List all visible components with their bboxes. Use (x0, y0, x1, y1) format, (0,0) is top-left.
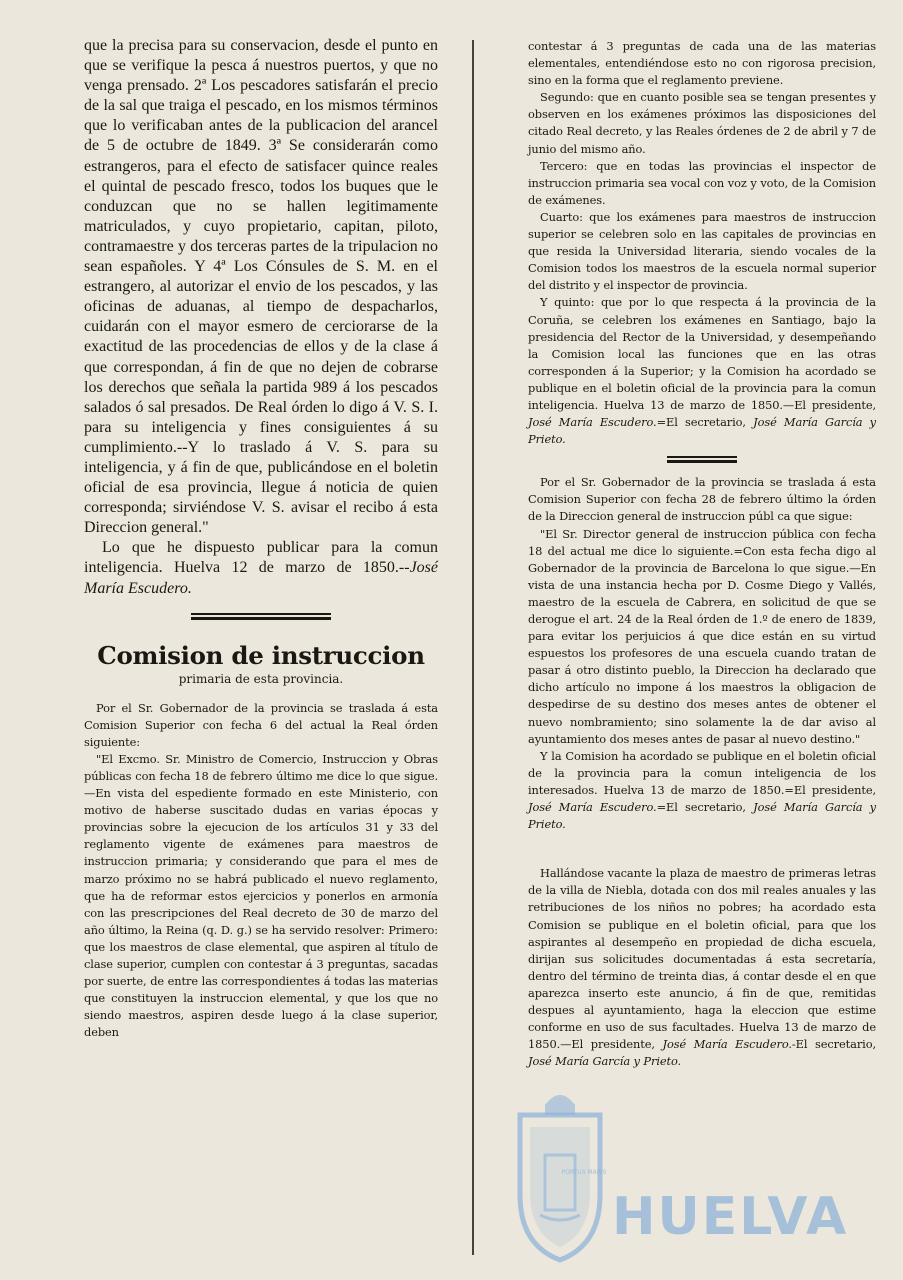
section-subtitle: primaria de esta provincia. (178, 671, 344, 686)
provision-cuarto: Cuarto: que los exámenes para maestros de instruccion superior se celebren solo en las capitales de provincias en que resida la Universidad literaria, siendo vocales de la Comision todos los maestros de la escuela normal superior del distrito y el inspector de provincia. (528, 209, 876, 293)
quinto-secretary-label: =El secretario, (656, 415, 754, 430)
second-notice (528, 474, 876, 833)
column-divider (472, 40, 474, 1255)
commission-notice (84, 700, 438, 1042)
section-title: Comision de instruccion (97, 640, 425, 670)
notice-intro: Por el Sr. Gobernador de la provincia se traslada á esta Comision Superior con fecha 6 del actual la Real órden siguiente: (84, 700, 438, 749)
quinto-secretary: José María García y Prieto. (528, 415, 877, 447)
royal-order-continuation (84, 36, 438, 599)
second-closing-secretary: José María García y Prieto. (528, 800, 877, 832)
royal-order-provisions (528, 38, 876, 448)
left-column (84, 36, 438, 1042)
archive-watermark (490, 1085, 880, 1265)
second-notice-quote: "El Sr. Director general de instruccion pública con fecha 18 del actual me dice lo siguiente.=Con esta fecha digo al Gobernador de la provincia de Barcelona lo que sigue.—En vista de una instancia hecha por D. Cosme Diego y Vallés, maestro de la escuela de Cabrera, en solicitud de que se derogue el art. 24 de la Real órden de 1.º de enero de 1839, para evitar los perjuicios á que dice están en su virtud espuestos los profesores de una escuela cuando tratan de pasar á otro distinto pueblo, la Direccion ha declarado que dicho artículo no impone á los maestros la obligacion de despedirse de su destino dos meses antes de obtener el nuevo nombramiento; sino solamente la de dar aviso al ayuntamiento dos meses antes de pasar al nuevo destino." (528, 526, 876, 746)
provision-tercero: Tercero: que en todas las provincias el inspector de instruccion primaria sea vocal con voz y voto, de la Comision de exámenes. (528, 158, 876, 207)
closing-text: Lo que he dispuesto publicar para la comun inteligencia. Huelva 12 de marzo de 1850.-- (84, 539, 438, 577)
publication-closing (84, 538, 438, 598)
closing-signature: José María Escudero. (84, 559, 438, 597)
quinto-text: Y quinto: que por lo que respecta á la provincia de la Coruña, se celebren los exámenes en Santiago, bajo la presidencia del Rector de la Universidad, y desempeñando la Comision local las funciones que en las otras corresponden á la Superior; y la Comision ha acordado se publique en el boletin oficial de la provincia para la comun inteligencia. Huelva 13 de marzo de 1850.—El presidente, (528, 295, 876, 412)
right-column (528, 38, 876, 1070)
second-notice-intro: Por el Sr. Gobernador de la provincia se traslada á esta Comision Superior con fecha 28 de febrero último la órden de la Direccion general de instruccion públ ca que sigue: (528, 475, 876, 524)
second-notice-closing (528, 748, 876, 833)
notice-separator (667, 456, 737, 464)
vacancy-body: Hallándose vacante la plaza de maestro de primeras letras de la villa de Niebla, dotada con dos mil reales anuales y las retribuciones de los niños no pobres; ha acordado esta Comision se publique en el boletin oficial, para que los aspirantes al desempeño en propiedad de dicha escuela, dirijan sus solicitudes documentadas á esta secretaría, dentro del término de treinta dias, á contar desde el en que aparezca inserto este anuncio, á fin de que, remitidas despues al ayuntamiento, haga la eleccion que estime conforme en uso de sus facultades. Huelva 13 de marzo de 1850.—El presidente, (528, 866, 876, 1052)
notice-quote: "El Excmo. Sr. Ministro de Comercio, Instruccion y Obras públicas con fecha 18 de febrero último me dice lo que sigue.—En vista del espediente formado en este Ministerio, con motivo de haberse suscitado dudas en varias épocas y provincias sobre la ejecucion de los artículos 31 y 33 del reglamento vigente de exámenes para maestros de instruccion primaria; y considerando que para el mes de marzo próximo no se habrá publicado el nuevo reglamento, que ha de reformar estos ejercicios y ponerlos en armonía con las prescripciones del Real decreto de 30 de marzo del año último, la Reina (q. D. g.) se ha servido resolver: Primero: que los maestros de clase elemental, que aspiren al título de clase superior, cumplen con contestar á 3 preguntas, sacadas por suerte, de entre las correspondientes á todas las materias que constituyen la instruccion elemental, y que los que no siendo maestros, aspiren desde luego á la clase superior, deben (84, 751, 438, 1040)
provision-segundo: Segundo: que en cuanto posible sea se tengan presentes y observen en los exámenes próximos las disposiciones del citado Real decreto, y las Reales órdenes de 2 de abril y 7 de junio del mismo año. (528, 90, 876, 156)
watermark-small-text: PORTUS MARIS (561, 1169, 607, 1176)
vacancy-secretary: José María García y Prieto. (528, 1054, 682, 1069)
provisions-continuation: contestar á 3 preguntas de cada una de las materias elementales, entendiéndose esto no con rigorosa precision, sino en la forma que el reglamento previene. (528, 39, 876, 88)
continuation-paragraph: que la precisa para su conservacion, desde el punto en que se verifique la pesca á nuestros puertos, y que no venga prensado. 2ª Los pescadores satisfarán el precio de la sal que traiga el pescado, en los mismos términos que lo verificaban antes de la publicacion del arancel de 5 de octubre de 1849. 3ª Se considerarán como estrangeros, para el efecto de satisfacer quince reales el quintal de pescado fresco, todos los buques que le conduzcan que no se hallen legitimamente matriculados, y cuyo propietario, capitan, piloto, contramaestre y dos terceras partes de la tripulacion no sean españoles. Y 4ª Los Cónsules de S. M. en el estrangero, al autorizar el envio de los pescados, y las oficinas de aduanas, al tiempo de despacharlos, cuidarán con el mayor esmero de cerciorarse de la exactitud de las procedencias de ellos y de la clase á que correspondan, á fin de que no dejen de cobrarse los derechos que señala la partida 989 á los pescados salados ó sal presados. De Real órden lo digo á V. S. I. para su inteligencia y fines consiguientes á su cumplimiento.--Y lo traslado á V. S. para su inteligencia, y á fin de que, publicándose en el boletin oficial de esa provincia, llegue á noticia de quien corresponda; sirviéndose V. S. avisar el recibo á esta Direccion general." (84, 37, 438, 537)
section-separator (191, 613, 331, 621)
watermark-text: HUELVA (612, 1187, 849, 1247)
second-closing-secretary-label: =El secretario, (656, 800, 754, 815)
quinto-president: José María Escudero. (528, 415, 657, 430)
vacancy-president: José María Escudero. (662, 1037, 792, 1052)
coat-of-arms-icon (490, 1085, 630, 1265)
vacancy-secretary-label: -El secretario, (791, 1037, 876, 1052)
vacancy-text (528, 865, 876, 1070)
provision-quinto (528, 294, 876, 448)
vacancy-notice (528, 865, 876, 1070)
second-closing-text: Y la Comision ha acordado se publique en el boletin oficial de la provincia para la comun inteligencia de los interesados. Huelva 13 de marzo de 1850.=El presidente, (528, 748, 876, 797)
second-closing-president: José María Escudero. (528, 800, 657, 815)
